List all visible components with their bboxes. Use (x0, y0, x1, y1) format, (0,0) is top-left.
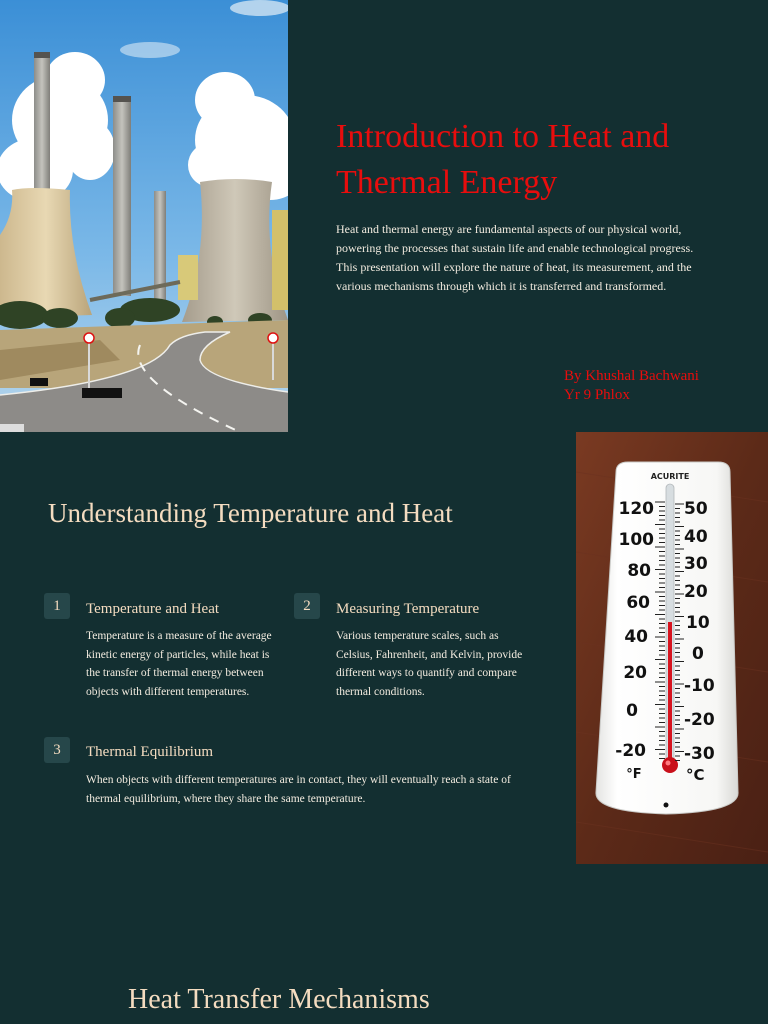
fahrenheit-label: 80 (627, 561, 651, 581)
fahrenheit-label: 60 (626, 593, 650, 613)
celsius-label: 50 (684, 499, 708, 519)
step-number-badge: 1 (44, 593, 70, 619)
step-number-badge: 2 (294, 593, 320, 619)
fahrenheit-label: 40 (624, 627, 648, 647)
author-name: By Khushal Bachwani (564, 368, 699, 384)
fahrenheit-label: 120 (618, 499, 654, 519)
celsius-label: 10 (686, 613, 710, 633)
celsius-label: 0 (692, 644, 704, 664)
step-title: Measuring Temperature (336, 601, 480, 617)
thermometer-photo (576, 432, 768, 864)
intro-paragraph: Heat and thermal energy are fundamental aspects of our physical world, powering the processes that sustain life and enable technological progress. This presentation will explore the nature of heat, its measurement, and the various mechanisms through which it is transferred and transformed. (336, 222, 694, 293)
author-block (564, 367, 699, 405)
step-description: When objects with different temperatures are in contact, they will eventually reach a state of thermal equilibrium, where they share the same temperature. (86, 774, 511, 805)
step-description: Various temperature scales, such as Celsius, Fahrenheit, and Kelvin, provide different ways to quantify and compare thermal conditions. (336, 630, 523, 698)
celsius-unit: °C (686, 766, 705, 784)
celsius-label: 20 (684, 582, 708, 602)
step-description: Temperature is a measure of the average kinetic energy of particles, while heat is the transfer of thermal energy between objects with different temperatures. (86, 630, 272, 698)
step-title: Thermal Equilibrium (86, 744, 214, 760)
author-class: Yr 9 Phlox (564, 387, 630, 403)
celsius-label: -30 (684, 744, 715, 764)
fahrenheit-label: 0 (626, 701, 638, 721)
section-title-heat-transfer: Heat Transfer Mechanisms (128, 984, 430, 1015)
celsius-label: -10 (684, 676, 715, 696)
fahrenheit-label: 100 (618, 530, 654, 550)
thermometer-brand: ACURITE (650, 472, 690, 481)
step-title: Temperature and Heat (86, 601, 220, 617)
celsius-label: -20 (684, 710, 715, 730)
celsius-label: 40 (684, 527, 708, 547)
fahrenheit-label: -20 (615, 741, 646, 761)
fahrenheit-unit: °F (626, 767, 642, 782)
section-title-temperature: Understanding Temperature and Heat (48, 498, 453, 528)
step-number-badge: 3 (44, 737, 70, 763)
fahrenheit-label: 20 (623, 663, 647, 683)
celsius-label: 30 (684, 554, 708, 574)
power-station-photo (0, 0, 288, 432)
presentation-title: Introduction to Heat and Thermal Energy (336, 118, 670, 201)
